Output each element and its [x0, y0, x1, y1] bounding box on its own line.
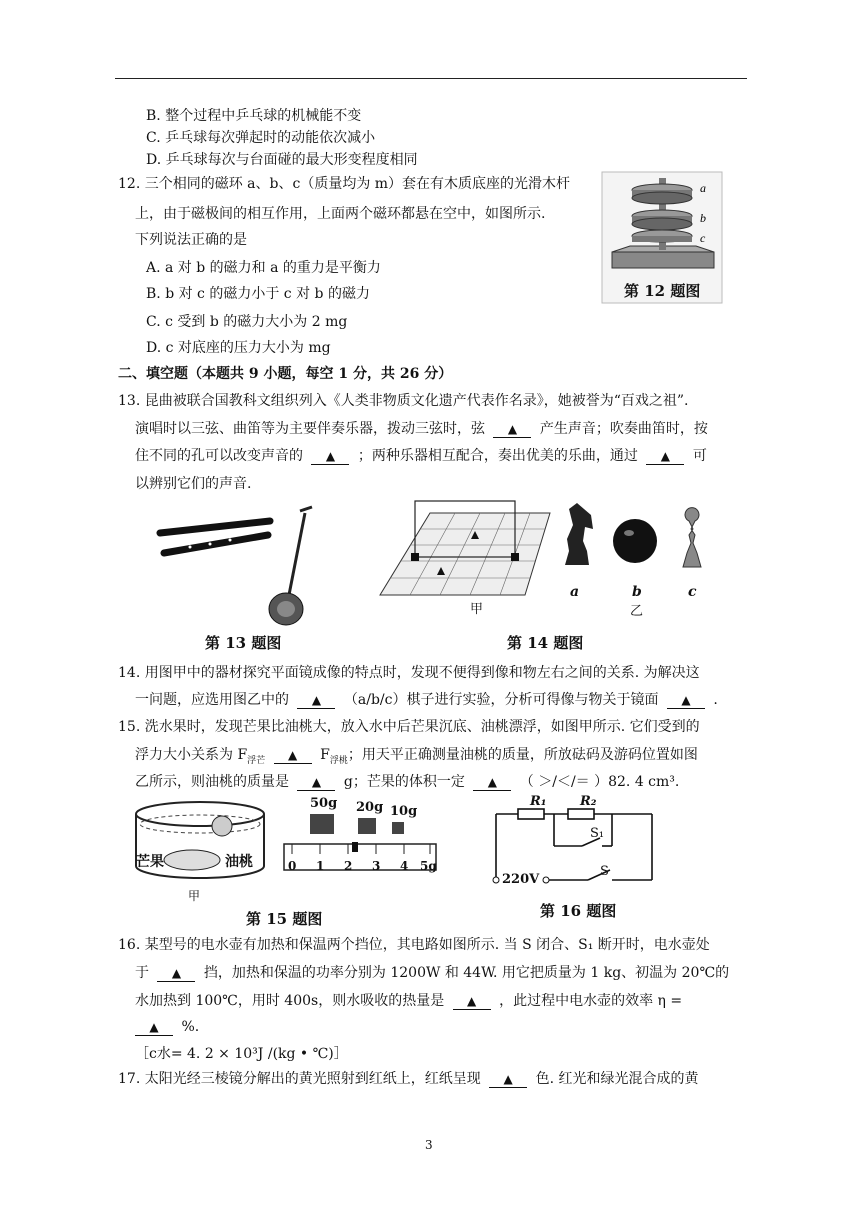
- q17-text-1a: 17. 太阳光经三棱镜分解出的黄光照射到红纸上，红纸呈现: [118, 1071, 481, 1087]
- answer-blank[interactable]: ▲: [493, 421, 531, 438]
- peach-label: 油桃: [225, 854, 253, 870]
- q12-stem-2: 上，由于磁极间的相互作用，上面两个磁环都悬在空中，如图所示.: [135, 206, 546, 222]
- answer-blank[interactable]: ▲: [297, 692, 335, 709]
- voltage-label: 220V: [502, 872, 540, 887]
- q16-text-2b: 挡，加热和保温的功率分别为 1200W 和 44W. 用它把质量为 1 kg、初温为 20℃的: [203, 965, 730, 981]
- q15-line-3: [135, 772, 679, 792]
- q16-line-5: ［c水= 4. 2 × 10³J /(kg • ℃)］: [135, 1046, 348, 1062]
- q14-label-yi: 乙: [630, 604, 644, 619]
- answer-blank[interactable]: ▲: [274, 747, 312, 764]
- q16-line-1: 16. 某型号的电水壶有加热和保温两个挡位，其电路如图所示. 当 S 闭合、S₁ 断开时，电水壶处: [118, 937, 710, 953]
- q12-option-a: A. a 对 b 的磁力和 a 的重力是平衡力: [146, 260, 381, 276]
- q16-text-3b: ，此过程中电水壶的效率 η =: [499, 993, 683, 1009]
- q15-text-3b: g；芒果的体积一定: [343, 774, 465, 790]
- ring-label-a: a: [700, 181, 706, 195]
- scale-2: 2: [344, 859, 353, 873]
- scale-4: 4: [400, 859, 409, 873]
- q11-option-c: C. 乒乓球每次弹起时的动能依次减小: [146, 130, 376, 146]
- subscript-mango: 浮芒: [247, 755, 266, 766]
- weight-10g: 10g: [390, 804, 418, 819]
- q17-text-1b: 色. 红光和绿光混合成的黄: [535, 1071, 699, 1087]
- q16-line-4: [135, 1017, 199, 1037]
- q12-option-d: D. c 对底座的压力大小为 mg: [146, 340, 331, 356]
- scale-1: 1: [316, 859, 325, 873]
- q14-caption: 第 14 题图: [507, 634, 584, 652]
- q14-text-2a: 一问题，应选用图乙中的: [135, 692, 289, 708]
- answer-blank[interactable]: ▲: [646, 448, 684, 465]
- q14-figure-yi: [555, 495, 715, 575]
- q13-line-3: [135, 446, 707, 466]
- q16-caption: 第 16 题图: [540, 902, 617, 920]
- q14-text-2c: .: [713, 692, 718, 708]
- scale-5g: 5g: [420, 859, 437, 873]
- q14-text-2b: （a/b/c）棋子进行实验，分析可得像与物关于镜面: [343, 692, 659, 708]
- q15-line-1: 15. 洗水果时，发现芒果比油桃大，放入水中后芒果沉底、油桃漂浮，如图甲所示. 它们受到的: [118, 719, 700, 735]
- ring-label-c: c: [700, 231, 706, 245]
- q14-line-2: [135, 690, 718, 710]
- q17-line-1: [118, 1069, 699, 1089]
- q15-text-2b: F: [320, 747, 330, 763]
- q15-text-3a: 乙所示，则油桃的质量是: [135, 774, 289, 790]
- q15-label-jia: 甲: [188, 889, 201, 903]
- resistor-r2-label: R₂: [580, 794, 597, 809]
- weight-20g: 20g: [356, 800, 384, 815]
- answer-blank[interactable]: ▲: [667, 692, 705, 709]
- q13-figure: [150, 505, 380, 630]
- q13-line-4: 以辨别它们的声音.: [135, 476, 252, 492]
- q15-caption: 第 15 题图: [246, 910, 323, 928]
- q11-option-d: D. 乒乓球每次与台面碰的最大形变程度相同: [146, 152, 418, 168]
- scale-3: 3: [372, 859, 381, 873]
- q13-caption: 第 13 题图: [205, 634, 282, 652]
- answer-blank[interactable]: ▲: [311, 448, 349, 465]
- piece-label-a: a: [570, 584, 580, 600]
- switch-s-label: S: [600, 864, 609, 879]
- q13-text-3a: 住不同的孔可以改变声音的: [135, 448, 303, 464]
- scale-0: 0: [288, 859, 297, 873]
- q13-line-2: [135, 419, 708, 439]
- ring-label-b: b: [700, 211, 706, 225]
- subscript-peach: 浮桃: [329, 755, 348, 766]
- q15-line-2: [135, 745, 698, 771]
- q15-text-2a: 浮力大小关系为 F: [135, 747, 248, 763]
- q15-text-3c: （ ＞/＜/＝ ）82. 4 cm³.: [519, 774, 680, 790]
- section-fill-in-title: 二、填空题（本题共 9 小题，每空 1 分，共 26 分）: [118, 366, 453, 382]
- q11-option-b: B. 整个过程中乒乓球的机械能不变: [146, 108, 362, 124]
- q16-text-3a: 水加热到 100℃，用时 400s，则水吸收的热量是: [135, 993, 445, 1009]
- piece-label-b: b: [632, 584, 642, 600]
- q16-text-2a: 于: [135, 965, 149, 981]
- page-number: 3: [425, 1138, 433, 1152]
- q13-text-2a: 演唱时以三弦、曲笛等为主要伴奏乐器，拨动三弦时，弦: [135, 421, 485, 437]
- q13-text-3c: 可: [692, 448, 707, 464]
- q15-figure-jia: [130, 798, 270, 888]
- header-rule: [115, 78, 747, 79]
- q12-stem-1: 12. 三个相同的磁环 a、b、c（质量均为 m）套在有木质底座的光滑木杆: [118, 176, 571, 192]
- q15-text-2c: ；用天平正确测量油桃的质量，所放砝码及游码位置如图: [347, 747, 698, 763]
- q14-line-1: 14. 用图甲中的器材探究平面镜成像的特点时，发现不便得到像和物左右之间的关系. 为解决这: [118, 665, 700, 681]
- q12-caption: 第 12 题图: [624, 282, 701, 300]
- q14-label-jia: 甲: [470, 602, 484, 617]
- answer-blank[interactable]: ▲: [453, 993, 491, 1010]
- q13-text-3b: ；两种乐器相互配合，奏出优美的乐曲，通过: [357, 448, 638, 464]
- q12-stem-3: 下列说法正确的是: [135, 232, 247, 248]
- q12-option-b: B. b 对 c 的磁力小于 c 对 b 的磁力: [146, 286, 370, 302]
- q16-text-4: %.: [181, 1019, 200, 1035]
- q14-figure-jia: [375, 495, 575, 615]
- switch-s1-label: S₁: [590, 826, 605, 841]
- piece-label-c: c: [688, 584, 697, 600]
- resistor-r1-label: R₁: [530, 794, 547, 809]
- answer-blank[interactable]: ▲: [157, 965, 195, 982]
- weight-50g: 50g: [310, 796, 338, 811]
- answer-blank[interactable]: ▲: [473, 774, 511, 791]
- mango-label: 芒果: [136, 854, 164, 870]
- q13-line-1: 13. 昆曲被联合国教科文组织列入《人类非物质文化遗产代表作名录》，她被誉为“百戏之祖”.: [118, 393, 689, 409]
- q13-text-2b: 产生声音；吹奏曲笛时，按: [539, 421, 708, 437]
- answer-blank[interactable]: ▲: [489, 1071, 527, 1088]
- q16-line-2: [135, 963, 729, 983]
- q12-option-c: C. c 受到 b 的磁力大小为 2 mg: [146, 314, 348, 330]
- answer-blank[interactable]: ▲: [297, 774, 335, 791]
- q16-line-3: [135, 991, 682, 1011]
- answer-blank[interactable]: ▲: [135, 1019, 173, 1036]
